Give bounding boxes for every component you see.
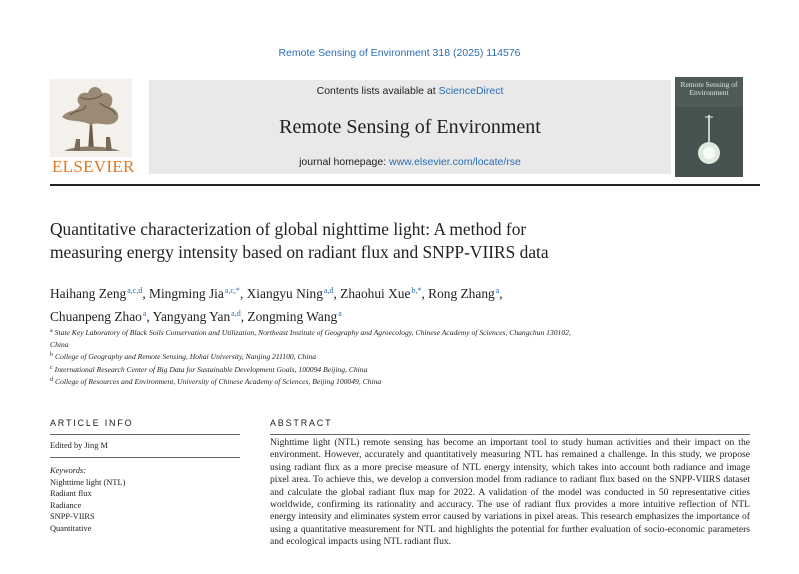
keywords-label: Keywords: [50, 466, 86, 475]
author-separator: , [146, 309, 153, 324]
author-separator: , [499, 286, 503, 301]
author-separator: , [240, 309, 248, 324]
affiliation-key: c [50, 364, 53, 371]
author-line-2 [50, 304, 750, 327]
article-title-line-2: measuring energy intensity based on radiant flux and SNPP-VIIRS data [50, 242, 549, 262]
author-name[interactable]: Yangyang Yan [152, 309, 231, 324]
journal-cover-image [675, 77, 743, 177]
author-affiliation-marker[interactable]: a,d [323, 286, 334, 295]
author-affiliation-marker[interactable]: a [338, 309, 342, 318]
journal-banner [149, 80, 671, 174]
author-affiliation-marker[interactable]: a,c,d [127, 286, 143, 295]
affiliation-key: d [50, 377, 53, 383]
keyword-item: Quantitative [50, 523, 92, 533]
affiliation-key: a [50, 328, 53, 334]
journal-title: Remote Sensing of Environment [279, 116, 541, 138]
cover-title: Remote Sensing of Environment [680, 80, 738, 97]
affiliation-item [50, 363, 750, 376]
contents-prefix: Contents lists available at [316, 85, 439, 97]
article-info-heading: ARTICLE INFO [50, 418, 134, 428]
abstract-text: Nighttime light (NTL) remote sensing has become an important tool to study human activities and their impact on the environment. However, accurately and quantitatively measuring NTL has remained a challenge. In this study, we propose using radiant flux as a more precise measure of NTL energy intensity, which takes into account both radiance and image pixel area. To achieve this, we develop a conversion model from radiance to radiant flux based on the SNPP-VIIRS dataset and calculate the global radiant flux map for 2022. A validation of the model was conducted in 50 representative cities worldwide, confirming its rationality and accuracy. The use of radiant flux provides a more intuitive reflection of NTL energy intensity and eliminates system error caused by variations in pixel areas. This research emphasizes the importance of using a quantitative measurement for NTL and highlights the potential for further evaluation of socio-economic parameters and ecological impacts using NTL radiant flux. [270, 437, 750, 548]
article-info-divider [50, 457, 240, 458]
affiliation-list [50, 326, 750, 388]
edited-by: Edited by Jing M [50, 441, 108, 450]
keyword-item: Nighttime light (NTL) [50, 477, 126, 487]
affiliation-text: State Key Laboratory of Black Soils Conservation and Utilization, Northeast Institute of Geography and Agroecology, Chinese Academy of Sciences, Changchun 130102, [54, 328, 571, 337]
keyword-item: SNPP-VIIRS [50, 512, 95, 522]
publisher-name: ELSEVIER [52, 157, 135, 176]
author-separator: , [142, 286, 150, 301]
keyword-item: Radiant flux [50, 489, 92, 499]
article-info-rule [50, 434, 240, 435]
author-affiliation-marker[interactable]: a [142, 309, 147, 318]
contents-line [149, 85, 671, 97]
cover-illustration [675, 77, 743, 177]
author-affiliation-marker[interactable]: a,c,* [224, 286, 240, 295]
affiliation-text: College of Resources and Environment, University of Chinese Academy of Sciences, Beijing 100049, China [55, 377, 382, 386]
affiliation-text: College of Geography and Remote Sensing, Hohai University, Nanjing 211100, China [55, 352, 317, 361]
author-name[interactable]: Rong Zhang [428, 286, 495, 301]
author-name[interactable]: Mingming Jia [149, 286, 224, 301]
author-name[interactable]: Zhaohui Xue [340, 286, 411, 301]
affiliation-continuation: China [50, 339, 69, 349]
abstract-heading: ABSTRACT [270, 418, 333, 428]
keyword-item: Radiance [50, 500, 82, 510]
affiliation-key: b [50, 352, 53, 358]
article-title [50, 218, 750, 264]
homepage-line [149, 156, 671, 168]
keywords-block [50, 465, 240, 535]
masthead-divider [50, 184, 760, 186]
homepage-prefix: journal homepage: [299, 156, 389, 168]
journal-masthead [50, 77, 760, 181]
abstract-rule [270, 434, 750, 435]
author-affiliation-marker[interactable]: b,* [411, 286, 422, 295]
journal-reference[interactable]: Remote Sensing of Environment 318 (2025) 114576 [278, 47, 521, 59]
affiliation-item [50, 375, 750, 388]
author-affiliation-marker[interactable]: a [495, 286, 500, 295]
author-separator: , [421, 286, 429, 301]
sciencedirect-link[interactable]: ScienceDirect [438, 85, 504, 97]
author-name[interactable]: Xiangyu Ning [246, 286, 323, 301]
affiliation-item [50, 350, 750, 363]
author-name[interactable]: Haihang Zeng [50, 286, 127, 301]
author-affiliation-marker[interactable]: a,d [231, 309, 241, 318]
article-title-line-1: Quantitative characterization of global nighttime light: A method for [50, 219, 527, 239]
author-line-1 [50, 281, 750, 304]
journal-homepage-link[interactable]: www.elsevier.com/locate/rse [389, 156, 521, 168]
author-separator: , [333, 286, 341, 301]
author-name[interactable]: Chuanpeng Zhao [50, 309, 142, 324]
author-list [50, 281, 750, 327]
author-separator: , [239, 286, 247, 301]
affiliation-text: International Research Center of Big Data for Sustainable Development Goals, 100094 Beijing, China [54, 364, 368, 374]
affiliation-item [50, 326, 750, 339]
author-name[interactable]: Zongming Wang [247, 309, 338, 324]
